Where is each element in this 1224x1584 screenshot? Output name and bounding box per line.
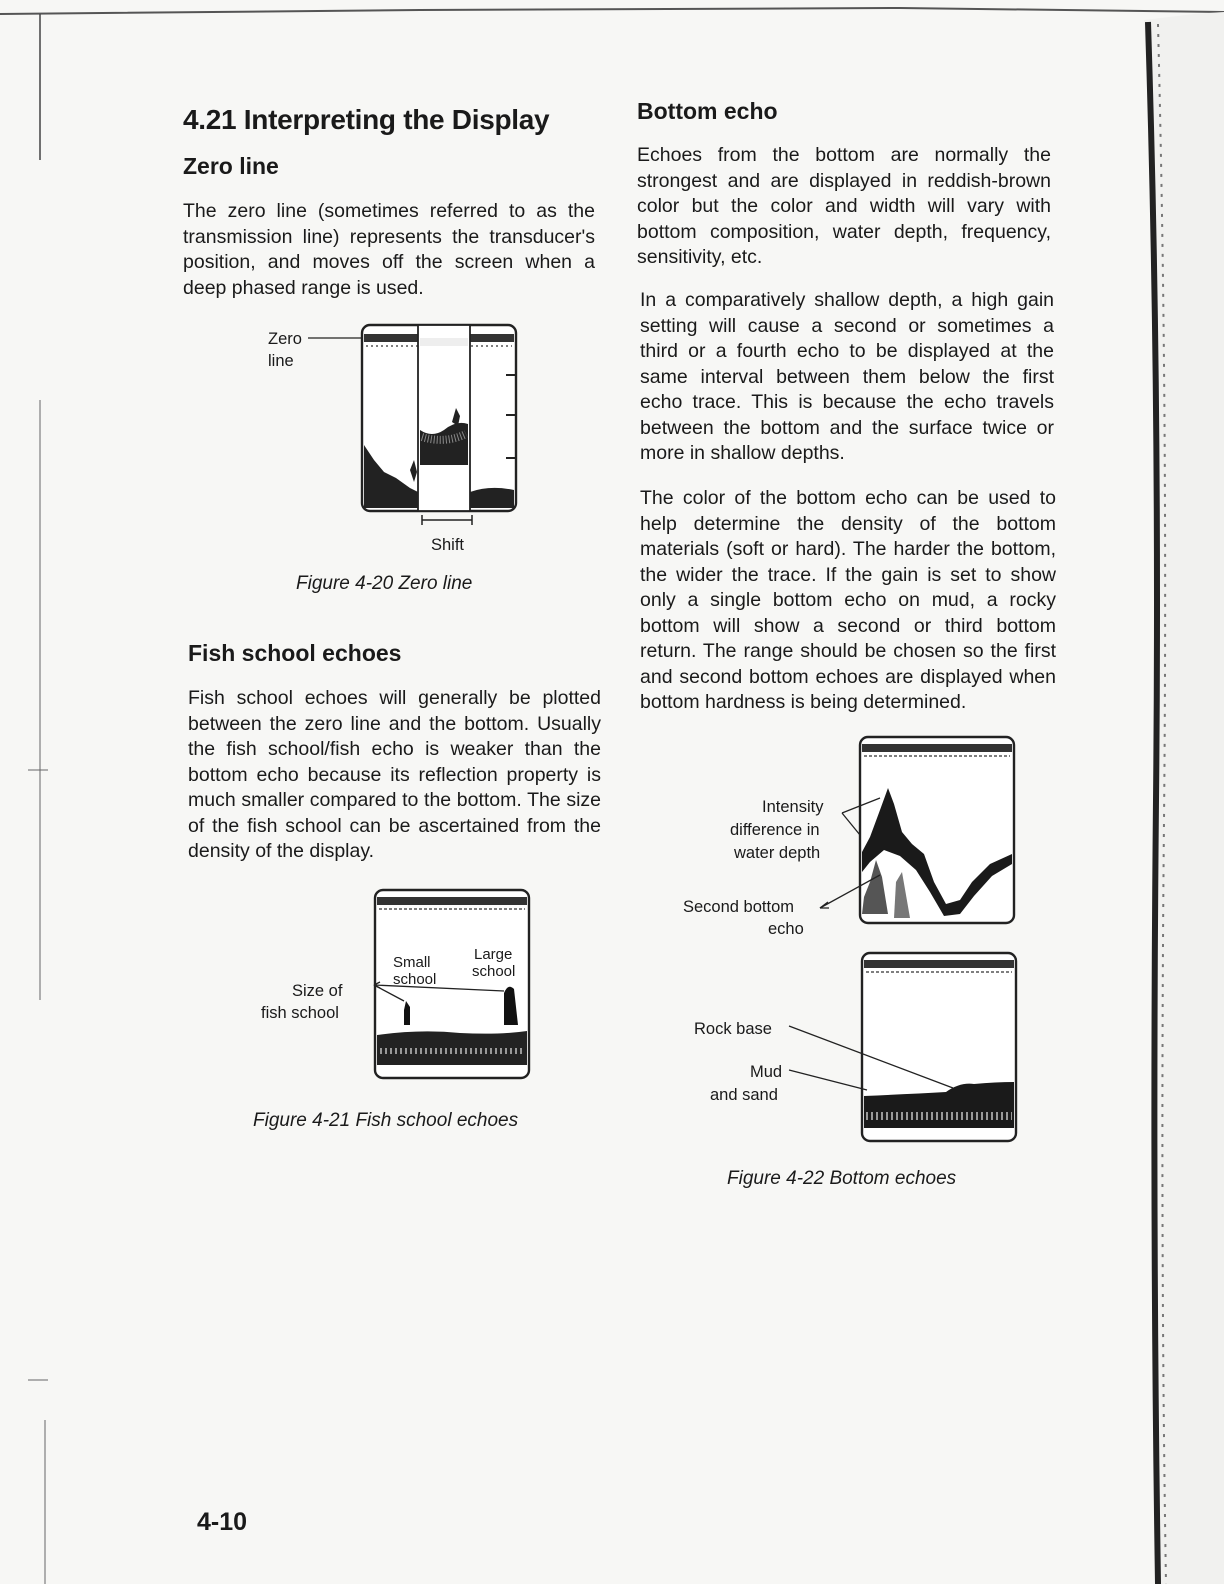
fig20-label-zero: Zero: [268, 330, 302, 348]
section-number: 4.21: [183, 104, 237, 135]
fig22-label-intensity-1: Intensity: [762, 798, 824, 816]
fig22-bottom-leader-lines: [785, 1020, 965, 1110]
binding-edge: [1134, 0, 1224, 1584]
fig22-label-intensity-3: water depth: [734, 844, 821, 862]
fig20-label-shift: Shift: [431, 536, 465, 554]
scan-top-edge: [0, 0, 1224, 40]
bottom-echo-paragraph-3: The color of the bottom echo can be used to help determine the density of the bottom materials (soft or hard). The harder the bottom, the wider the trace. If the gain is set to show only a single bottom echo on mud, a rocky bottom will show a second or third bottom return. The range should be chosen so the first and second bottom echoes are displayed when bottom hardness is being determined.: [640, 487, 1056, 713]
fig22-label-rock: Rock base: [694, 1020, 772, 1038]
fig20-zero-line-diagram: [300, 320, 540, 530]
zero-line-heading: Zero line: [183, 153, 279, 179]
left-margin-marks: [0, 0, 60, 1584]
fig22-caption: Figure 4-22 Bottom echoes: [727, 1168, 957, 1189]
fig22-label-intensity-2: difference in: [730, 821, 820, 839]
fig21-label-small-1: Small: [393, 954, 431, 971]
section-title: [183, 104, 549, 136]
page-number: 4-10: [197, 1508, 248, 1536]
fig21-label-size-2: fish school: [261, 1004, 339, 1022]
fig22-label-second-2: echo: [768, 920, 804, 938]
bottom-echo-heading: Bottom echo: [637, 98, 778, 124]
fig20-label-line: line: [268, 352, 294, 370]
fig22-label-second-1: Second bottom: [683, 898, 794, 916]
bottom-echo-paragraph-1: Echoes from the bottom are normally the strongest and are displayed in reddish-brown color but the color and width will vary with bottom composition, water depth, frequency, sensitivity, etc.: [637, 144, 1051, 268]
bottom-echo-paragraph-2: In a comparatively shallow depth, a high gain setting will cause a second or sometimes a third or a fourth echo to be displayed at the same interval between them below the first echo trace. This is because the echo travels between the bottom and the surface twice or more in shallow depths.: [640, 289, 1054, 464]
fig21-label-size-1: Size of: [292, 982, 343, 1000]
fish-school-paragraph: Fish school echoes will generally be plotted between the zero line and the bottom. Usually the fish school/fish echo is weaker than the bottom echo because its reflection property is much smaller compared to the bottom. The size of the fish school can be ascertained from the density of the display.: [188, 687, 601, 862]
fig21-fish-school-diagram: [340, 885, 620, 1085]
fig21-label-large-1: Large: [474, 946, 513, 963]
zero-line-paragraph: The zero line (sometimes referred to as the transmission line) represents the transducer's position, and moves off the screen when a deep phased range is used.: [183, 200, 595, 299]
fish-school-heading: Fish school echoes: [188, 640, 402, 666]
fig21-label-large-2: school: [472, 963, 516, 980]
fig22-label-mud-1: Mud: [750, 1063, 783, 1081]
fig21-label-small-2: school: [393, 971, 437, 988]
fig21-caption: Figure 4-21 Fish school echoes: [253, 1110, 519, 1131]
section-title-text: Interpreting the Display: [243, 104, 550, 135]
fig22-label-mud-2: and sand: [710, 1086, 778, 1104]
fig20-caption: Figure 4-20 Zero line: [296, 573, 473, 594]
